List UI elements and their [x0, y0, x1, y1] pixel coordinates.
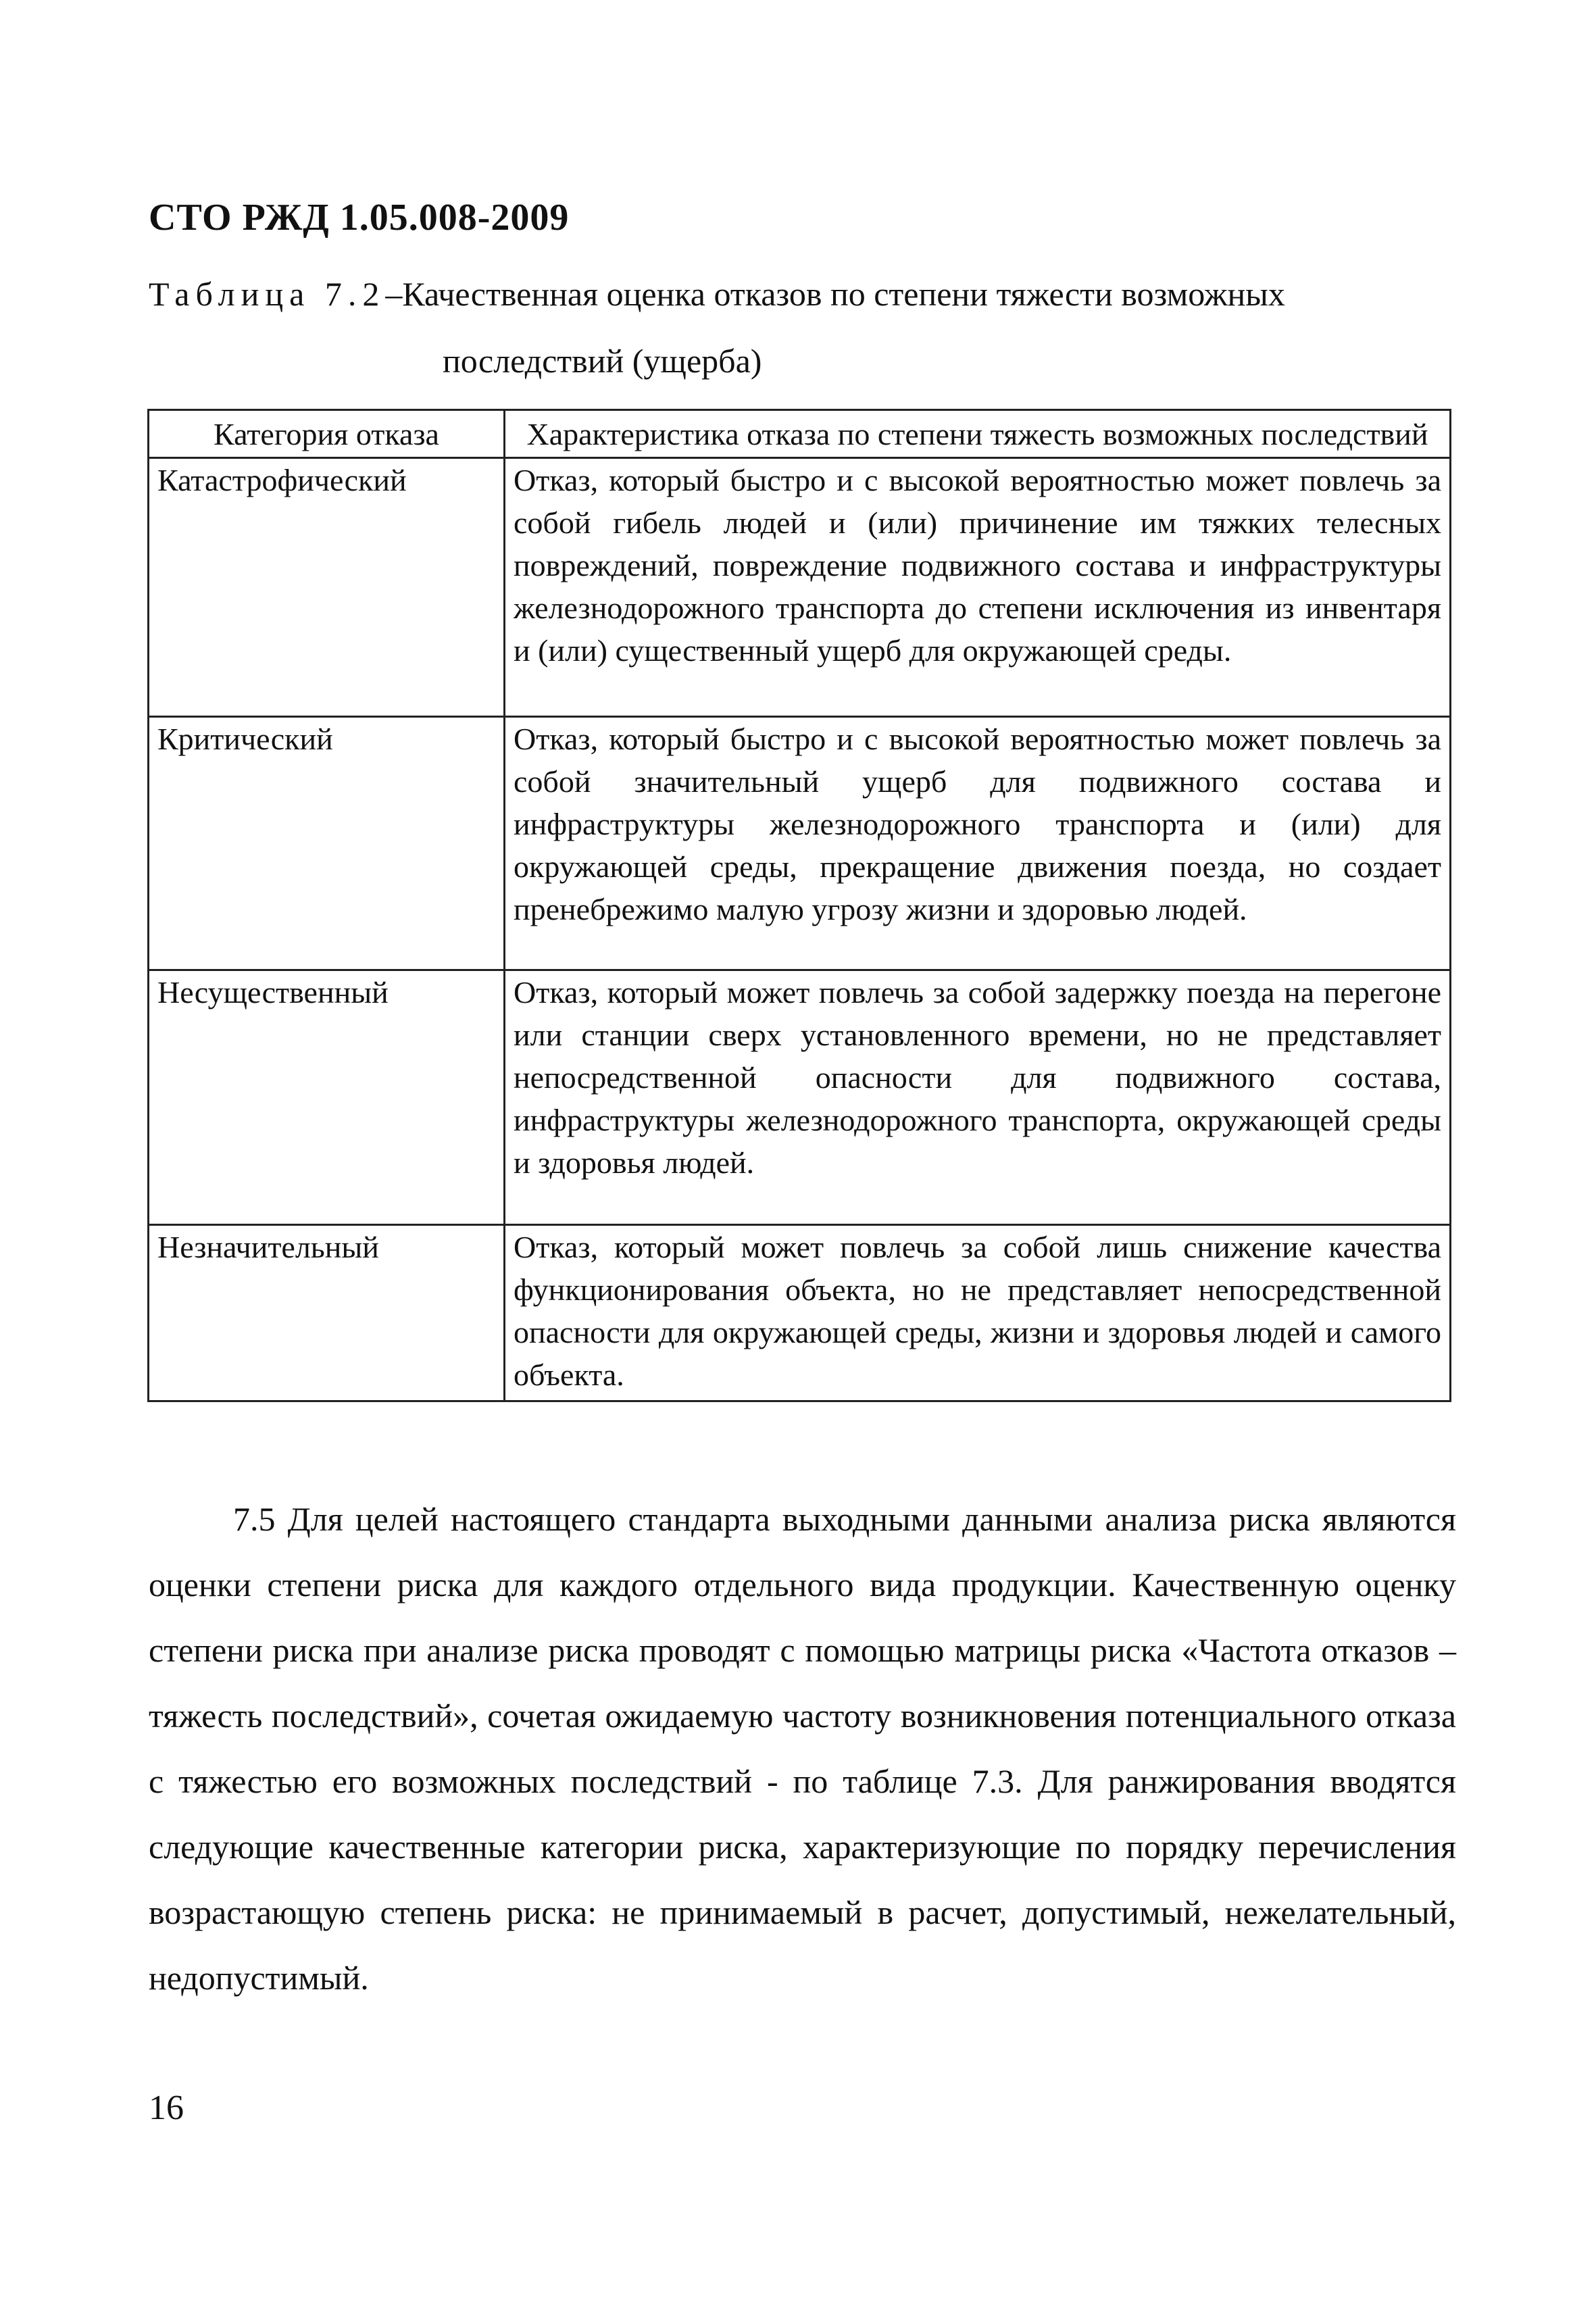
- body-paragraph: 7.5 Для целей настоящего стандарта выходными данными анализа риска являются оценки степени риска для каждого отдельного вида продукции. Качественную оценку степени риска при анализе риска проводят с помощью матрицы риска «Частота отказов – тяжесть последствий», сочетая ожидаемую частоту возникновения потенциального отказа с тяжестью его возможных последствий - по таблице 7.3. Для ранжирования вводятся следующие качественные категории риска, характеризующие по порядку перечисления возрастающую степень риска: не принимаемый в расчет, допустимый, нежелательный, недопустимый.: [149, 1500, 1456, 1997]
- failure-category: Катастрофический: [149, 458, 505, 717]
- failure-characteristic: Отказ, который быстро и с высокой вероятностью может повлечь за собой значительный ущерб для подвижного состава и инфраструктуры железнодорожного транспорта и (или) для окружающей среды, прекращение движения поезда, но создает пренебрежимо малую угрозу жизни и здоровью людей.: [505, 717, 1451, 970]
- table-caption-title-continued: последствий (ущерба): [443, 342, 762, 380]
- table-caption-prefix: Таблица 7.2: [149, 275, 386, 313]
- table-row: [149, 458, 1451, 717]
- failure-characteristic: Отказ, который быстро и с высокой вероятностью может повлечь за собой гибель людей и (или) причинение им тяжких телесных повреждений, повреждение подвижного состава и инфраструктуры железнодорожного транспорта до степени исключения из инвентаря и (или) существенный ущерб для окружающей среды.: [505, 458, 1451, 717]
- table-header-row: [149, 410, 1451, 458]
- column-header-characteristic: Характеристика отказа по степени тяжесть возможных последствий: [505, 410, 1451, 458]
- failure-characteristic: Отказ, который может повлечь за собой лишь снижение качества функционирования объекта, но не представляет непосредственной опасности для окружающей среды, жизни и здоровья людей и самого объекта.: [505, 1225, 1451, 1401]
- table-row: [149, 717, 1451, 970]
- table-row: [149, 1225, 1451, 1401]
- failure-category: Незначительный: [149, 1225, 505, 1401]
- page-number: 16: [149, 2089, 184, 2127]
- failure-severity-table: [147, 409, 1451, 1402]
- column-header-category: Категория отказа: [149, 410, 505, 458]
- failure-characteristic: Отказ, который может повлечь за собой задержку поезда на перегоне или станции сверх установленного времени, но не представляет непосредственной опасности для подвижного состава, инфраструктуры железнодорожного транспорта, окружающей среды и здоровья людей.: [505, 970, 1451, 1225]
- table-caption-title: –Качественная оценка отказов по степени тяжести возможных: [385, 275, 1285, 313]
- table-caption: [149, 274, 1285, 314]
- failure-category: Несущественный: [149, 970, 505, 1225]
- failure-category: Критический: [149, 717, 505, 970]
- table-row: [149, 970, 1451, 1225]
- document-code: СТО РЖД 1.05.008-2009: [149, 197, 570, 239]
